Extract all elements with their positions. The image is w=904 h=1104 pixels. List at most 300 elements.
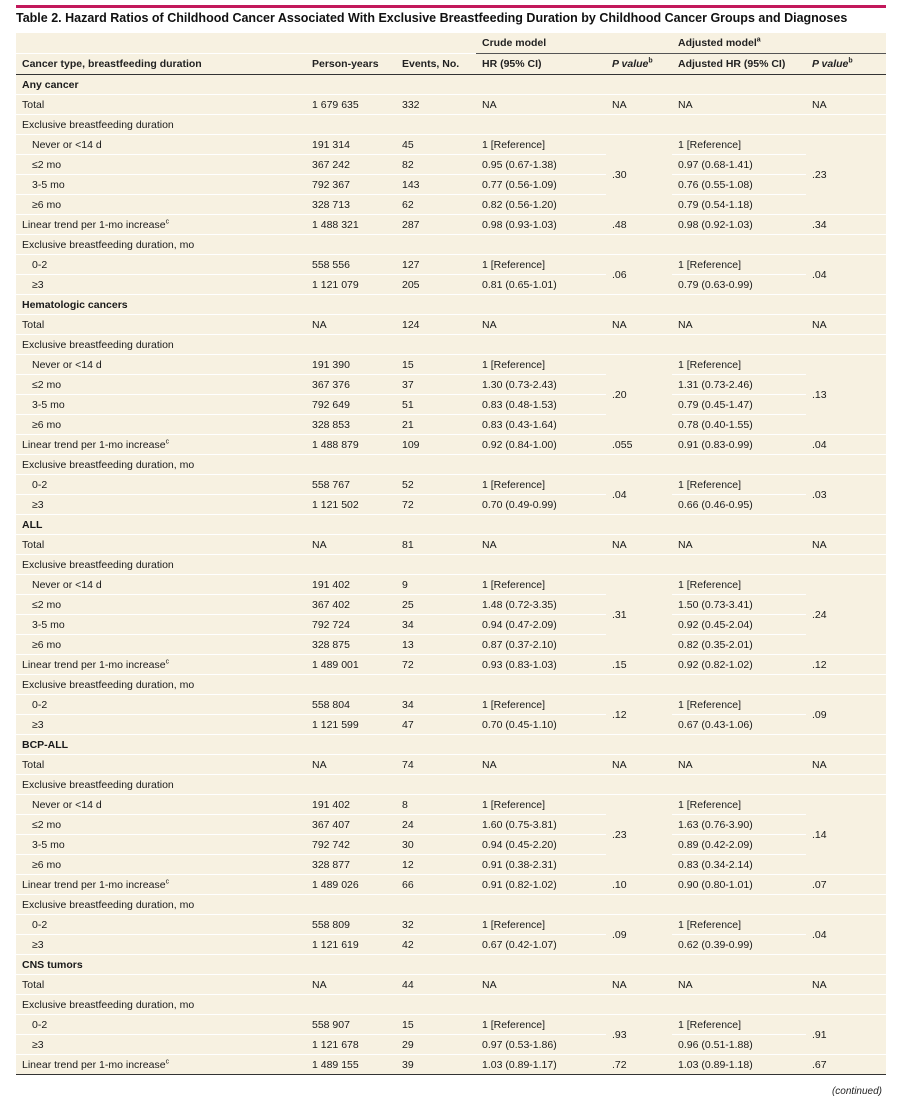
person-years-cell: 792 649 — [306, 395, 396, 415]
events-cell: 30 — [396, 835, 476, 855]
hr-cell: 0.83 (0.43-1.64) — [476, 415, 606, 435]
table-row — [16, 795, 886, 815]
hr-cell: 0.92 (0.84-1.00) — [476, 435, 606, 455]
hr-cell: 0.77 (0.56-1.09) — [476, 175, 606, 195]
events-cell: 124 — [396, 315, 476, 335]
hr-cell: 0.81 (0.65-1.01) — [476, 275, 606, 295]
col-header-p: P value$^b$ — [606, 54, 672, 75]
table-row — [16, 895, 886, 915]
row-label — [16, 215, 306, 235]
person-years-cell: 1 489 001 — [306, 655, 396, 675]
adj-hr-cell: NA — [672, 535, 806, 555]
events-cell: 32 — [396, 915, 476, 935]
events-cell: 81 — [396, 535, 476, 555]
table-row — [16, 915, 886, 935]
row-label — [16, 275, 306, 295]
adj-hr-cell: 0.98 (0.92-1.03) — [672, 215, 806, 235]
person-years-cell: 191 314 — [306, 135, 396, 155]
events-cell: 15 — [396, 1015, 476, 1035]
adj-hr-cell: NA — [672, 975, 806, 995]
row-label — [16, 95, 306, 115]
hr-cell: 1.30 (0.73-2.43) — [476, 375, 606, 395]
hr-cell: NA — [476, 975, 606, 995]
hr-cell: 0.94 (0.47-2.09) — [476, 615, 606, 635]
section-row — [16, 75, 886, 95]
events-cell: 62 — [396, 195, 476, 215]
person-years-cell: 367 376 — [306, 375, 396, 395]
row-label-text: Linear trend per 1-mo increase — [22, 218, 166, 231]
row-label: Exclusive breastfeeding duration — [16, 775, 886, 795]
person-years-cell: 1 489 026 — [306, 875, 396, 895]
adj-p-value-cell: .09 — [806, 695, 886, 735]
table-row — [16, 95, 886, 115]
events-cell: 52 — [396, 475, 476, 495]
table-row — [16, 275, 886, 295]
adj-hr-cell: NA — [672, 315, 806, 335]
hr-cell: 1 [Reference] — [476, 475, 606, 495]
person-years-cell: 367 407 — [306, 815, 396, 835]
adj-hr-cell: 1 [Reference] — [672, 575, 806, 595]
person-years-cell: 558 556 — [306, 255, 396, 275]
row-label-text: ≥6 mo — [32, 858, 62, 871]
table-row — [16, 375, 886, 395]
table-row — [16, 635, 886, 655]
col-header-hr: HR (95% CI) — [476, 54, 606, 75]
adj-hr-cell: 0.89 (0.42-2.09) — [672, 835, 806, 855]
table-row — [16, 975, 886, 995]
events-cell: 143 — [396, 175, 476, 195]
hr-cell: 0.70 (0.49-0.99) — [476, 495, 606, 515]
table-row — [16, 495, 886, 515]
person-years-cell: 558 809 — [306, 915, 396, 935]
row-label-text: Total — [22, 978, 45, 991]
table-row — [16, 215, 886, 235]
row-label: Exclusive breastfeeding duration, mo — [16, 235, 886, 255]
table-row — [16, 555, 886, 575]
hazard-ratio-table — [16, 33, 886, 1075]
row-label-text: ≥3 — [32, 278, 44, 291]
adjusted-model-header: Adjusted model$^a$ — [672, 33, 886, 54]
row-label-text: Never or <14 d — [32, 798, 102, 811]
table-row — [16, 835, 886, 855]
footnote-mark: c — [165, 1058, 170, 1065]
events-cell: 51 — [396, 395, 476, 415]
table-row — [16, 115, 886, 135]
hr-cell: 1 [Reference] — [476, 575, 606, 595]
person-years-cell: 1 121 678 — [306, 1035, 396, 1055]
row-label — [16, 815, 306, 835]
col-header-adj-p: P value$^b$ — [806, 54, 886, 75]
hr-cell: 1 [Reference] — [476, 695, 606, 715]
person-years-cell: NA — [306, 755, 396, 775]
row-label — [16, 875, 306, 895]
events-cell: 127 — [396, 255, 476, 275]
table-row — [16, 255, 886, 275]
events-cell: 24 — [396, 815, 476, 835]
person-years-cell: 328 713 — [306, 195, 396, 215]
col-header-events: Events, No. — [396, 54, 476, 75]
hr-cell: 0.91 (0.82-1.02) — [476, 875, 606, 895]
section-title: Any cancer — [16, 75, 886, 95]
row-label-text: Total — [22, 538, 45, 551]
row-label: Exclusive breastfeeding duration — [16, 115, 886, 135]
hr-cell: 0.67 (0.42-1.07) — [476, 935, 606, 955]
person-years-cell: 558 804 — [306, 695, 396, 715]
table-row — [16, 875, 886, 895]
p-value-cell: NA — [606, 95, 672, 115]
table-row — [16, 175, 886, 195]
adj-hr-cell: 1 [Reference] — [672, 135, 806, 155]
row-label — [16, 535, 306, 555]
person-years-cell: 558 767 — [306, 475, 396, 495]
row-label — [16, 355, 306, 375]
adj-hr-cell: 1.63 (0.76-3.90) — [672, 815, 806, 835]
p-value-cell: NA — [606, 755, 672, 775]
p-value-cell: .12 — [606, 695, 672, 735]
hr-cell: 0.87 (0.37-2.10) — [476, 635, 606, 655]
row-label-text: Never or <14 d — [32, 358, 102, 371]
row-label-text: ≥3 — [32, 1038, 44, 1051]
row-label — [16, 575, 306, 595]
table-title: Table 2. Hazard Ratios of Childhood Cancer Associated With Exclusive Breastfeeding Duration by Childhood Cancer Groups and Diagnoses — [16, 11, 848, 25]
table-row — [16, 415, 886, 435]
adj-p-value-cell: NA — [806, 535, 886, 555]
row-label — [16, 155, 306, 175]
adj-hr-cell: 0.97 (0.68-1.41) — [672, 155, 806, 175]
row-label-text: 0-2 — [32, 918, 48, 931]
row-label-text: ≤2 mo — [32, 598, 62, 611]
events-cell: 39 — [396, 1055, 476, 1075]
title-rule — [16, 5, 886, 8]
row-label — [16, 135, 306, 155]
row-label: Exclusive breastfeeding duration, mo — [16, 995, 886, 1015]
row-label-text: ≤2 mo — [32, 158, 62, 171]
p-value-cell: .04 — [606, 475, 672, 515]
p-value-cell: .23 — [606, 795, 672, 875]
section-title: ALL — [16, 515, 886, 535]
events-cell: 8 — [396, 795, 476, 815]
table-row — [16, 1015, 886, 1035]
table-row — [16, 235, 886, 255]
events-cell: 34 — [396, 695, 476, 715]
events-cell: 82 — [396, 155, 476, 175]
table-row — [16, 675, 886, 695]
adj-hr-cell: 1 [Reference] — [672, 475, 806, 495]
hr-cell: 1 [Reference] — [476, 1015, 606, 1035]
row-label-text: ≥6 mo — [32, 418, 62, 431]
adj-hr-cell: 0.78 (0.40-1.55) — [672, 415, 806, 435]
table-row — [16, 395, 886, 415]
adj-p-value-cell: .04 — [806, 435, 886, 455]
hr-cell: 1 [Reference] — [476, 135, 606, 155]
row-label — [16, 595, 306, 615]
section-row — [16, 735, 886, 755]
hr-cell: NA — [476, 535, 606, 555]
person-years-cell: 1 488 321 — [306, 215, 396, 235]
table-row — [16, 195, 886, 215]
table-row — [16, 435, 886, 455]
adj-hr-cell: 1 [Reference] — [672, 795, 806, 815]
table-row — [16, 695, 886, 715]
events-cell: 74 — [396, 755, 476, 775]
row-label — [16, 975, 306, 995]
p-value-cell: .055 — [606, 435, 672, 455]
adj-p-value-cell: .03 — [806, 475, 886, 515]
col-header-adj-hr: Adjusted HR (95% CI) — [672, 54, 806, 75]
person-years-cell: NA — [306, 535, 396, 555]
adj-p-value-cell: .12 — [806, 655, 886, 675]
events-cell: 287 — [396, 215, 476, 235]
events-cell: 205 — [396, 275, 476, 295]
col-header-type: Cancer type, breastfeeding duration — [16, 54, 306, 75]
person-years-cell: 191 402 — [306, 575, 396, 595]
adj-hr-cell: 1.03 (0.89-1.18) — [672, 1055, 806, 1075]
row-label — [16, 655, 306, 675]
table-row — [16, 575, 886, 595]
row-label-text: Total — [22, 758, 45, 771]
table-row — [16, 995, 886, 1015]
table-row — [16, 355, 886, 375]
row-label-text: Linear trend per 1-mo increase — [22, 878, 166, 891]
adj-p-value-cell: .91 — [806, 1015, 886, 1055]
adj-p-value-cell: NA — [806, 315, 886, 335]
person-years-cell: 558 907 — [306, 1015, 396, 1035]
events-cell: 13 — [396, 635, 476, 655]
row-label-text: ≥3 — [32, 718, 44, 731]
events-cell: 42 — [396, 935, 476, 955]
hr-cell: 0.93 (0.83-1.03) — [476, 655, 606, 675]
adj-hr-cell: 0.82 (0.35-2.01) — [672, 635, 806, 655]
row-label-text: 0-2 — [32, 478, 48, 491]
row-label — [16, 435, 306, 455]
row-label-text: 3-5 mo — [32, 178, 65, 191]
row-label-text: Never or <14 d — [32, 138, 102, 151]
table-row — [16, 655, 886, 675]
table-row — [16, 935, 886, 955]
row-label-text: Linear trend per 1-mo increase — [22, 1058, 166, 1071]
adj-hr-cell: 0.67 (0.43-1.06) — [672, 715, 806, 735]
row-label — [16, 635, 306, 655]
hr-cell: 1 [Reference] — [476, 255, 606, 275]
p-value-cell: .09 — [606, 915, 672, 955]
row-label-text: ≤2 mo — [32, 378, 62, 391]
p-value-cell: .93 — [606, 1015, 672, 1055]
row-label-text: ≤2 mo — [32, 818, 62, 831]
events-cell: 21 — [396, 415, 476, 435]
adj-hr-cell: 0.92 (0.45-2.04) — [672, 615, 806, 635]
row-label — [16, 795, 306, 815]
person-years-cell: 328 853 — [306, 415, 396, 435]
row-label — [16, 475, 306, 495]
row-label-text: 3-5 mo — [32, 838, 65, 851]
row-label — [16, 835, 306, 855]
person-years-cell: 367 402 — [306, 595, 396, 615]
row-label — [16, 1035, 306, 1055]
row-label — [16, 615, 306, 635]
adj-hr-cell: 0.62 (0.39-0.99) — [672, 935, 806, 955]
row-label — [16, 175, 306, 195]
person-years-cell: 1 121 619 — [306, 935, 396, 955]
adj-hr-cell: NA — [672, 755, 806, 775]
person-years-cell: NA — [306, 975, 396, 995]
events-cell: 29 — [396, 1035, 476, 1055]
row-label: Exclusive breastfeeding duration — [16, 335, 886, 355]
row-label-text: Total — [22, 318, 45, 331]
table-row — [16, 1035, 886, 1055]
row-label: Exclusive breastfeeding duration, mo — [16, 455, 886, 475]
row-label — [16, 495, 306, 515]
events-cell: 66 — [396, 875, 476, 895]
person-years-cell: 792 742 — [306, 835, 396, 855]
continued-note: (continued) — [831, 1086, 882, 1097]
row-label: Exclusive breastfeeding duration, mo — [16, 675, 886, 695]
row-label-text: 0-2 — [32, 1018, 48, 1031]
adj-p-value-cell: .04 — [806, 915, 886, 955]
row-label: Exclusive breastfeeding duration — [16, 555, 886, 575]
table-row — [16, 475, 886, 495]
row-label — [16, 755, 306, 775]
adj-p-value-cell: .07 — [806, 875, 886, 895]
events-cell: 15 — [396, 355, 476, 375]
header-row-groups — [16, 33, 886, 54]
events-cell: 332 — [396, 95, 476, 115]
person-years-cell: 1 489 155 — [306, 1055, 396, 1075]
row-label — [16, 1055, 306, 1075]
row-label-text: 0-2 — [32, 698, 48, 711]
table-row — [16, 755, 886, 775]
row-label — [16, 1015, 306, 1035]
footnote-mark: c — [165, 218, 170, 225]
events-cell: 45 — [396, 135, 476, 155]
adj-p-value-cell: .34 — [806, 215, 886, 235]
table-row — [16, 315, 886, 335]
row-label — [16, 715, 306, 735]
adj-hr-cell: 0.90 (0.80-1.01) — [672, 875, 806, 895]
hr-cell: 0.82 (0.56-1.20) — [476, 195, 606, 215]
section-title: Hematologic cancers — [16, 295, 886, 315]
row-label: Exclusive breastfeeding duration, mo — [16, 895, 886, 915]
p-value-cell: NA — [606, 975, 672, 995]
adj-hr-cell: 0.79 (0.45-1.47) — [672, 395, 806, 415]
p-value-cell: NA — [606, 535, 672, 555]
adj-hr-cell: NA — [672, 95, 806, 115]
adj-p-value-cell: .13 — [806, 355, 886, 435]
footnote-mark: c — [165, 878, 170, 885]
row-label — [16, 395, 306, 415]
events-cell: 72 — [396, 655, 476, 675]
header-row-columns — [16, 54, 886, 75]
p-value-cell: .72 — [606, 1055, 672, 1075]
person-years-cell: NA — [306, 315, 396, 335]
hr-cell: 0.94 (0.45-2.20) — [476, 835, 606, 855]
p-value-cell: .31 — [606, 575, 672, 655]
hr-cell: 1 [Reference] — [476, 355, 606, 375]
table-row — [16, 715, 886, 735]
events-cell: 37 — [396, 375, 476, 395]
adj-hr-cell: 0.91 (0.83-0.99) — [672, 435, 806, 455]
table-row — [16, 1055, 886, 1075]
person-years-cell: 191 402 — [306, 795, 396, 815]
hr-cell: 1 [Reference] — [476, 915, 606, 935]
person-years-cell: 1 121 079 — [306, 275, 396, 295]
p-value-cell: NA — [606, 315, 672, 335]
events-cell: 44 — [396, 975, 476, 995]
table-row — [16, 535, 886, 555]
hr-cell: NA — [476, 315, 606, 335]
adj-hr-cell: 1.50 (0.73-3.41) — [672, 595, 806, 615]
row-label-text: Linear trend per 1-mo increase — [22, 658, 166, 671]
row-label-text: Total — [22, 98, 45, 111]
adj-hr-cell: 0.66 (0.46-0.95) — [672, 495, 806, 515]
events-cell: 25 — [396, 595, 476, 615]
person-years-cell: 1 488 879 — [306, 435, 396, 455]
row-label — [16, 935, 306, 955]
hr-cell: 0.83 (0.48-1.53) — [476, 395, 606, 415]
row-label-text: ≥6 mo — [32, 198, 62, 211]
row-label — [16, 415, 306, 435]
p-value-cell: .30 — [606, 135, 672, 215]
row-label — [16, 695, 306, 715]
section-title: CNS tumors — [16, 955, 886, 975]
events-cell: 47 — [396, 715, 476, 735]
p-value-cell: .06 — [606, 255, 672, 295]
row-label-text: ≥3 — [32, 498, 44, 511]
adj-hr-cell: 0.92 (0.82-1.02) — [672, 655, 806, 675]
row-label — [16, 375, 306, 395]
adj-hr-cell: 1 [Reference] — [672, 1015, 806, 1035]
adj-hr-cell: 1.31 (0.73-2.46) — [672, 375, 806, 395]
row-label-text: ≥3 — [32, 938, 44, 951]
person-years-cell: 328 877 — [306, 855, 396, 875]
hr-cell: 1.03 (0.89-1.17) — [476, 1055, 606, 1075]
adj-p-value-cell: .23 — [806, 135, 886, 215]
table-row — [16, 615, 886, 635]
adj-p-value-cell: NA — [806, 975, 886, 995]
row-label-text: Never or <14 d — [32, 578, 102, 591]
crude-model-header: Crude model — [476, 33, 672, 54]
hr-cell: 1.60 (0.75-3.81) — [476, 815, 606, 835]
hr-cell: 0.97 (0.53-1.86) — [476, 1035, 606, 1055]
row-label — [16, 855, 306, 875]
row-label-text: ≥6 mo — [32, 638, 62, 651]
person-years-cell: 792 367 — [306, 175, 396, 195]
adj-hr-cell: 1 [Reference] — [672, 355, 806, 375]
events-cell: 72 — [396, 495, 476, 515]
hr-cell: 0.98 (0.93-1.03) — [476, 215, 606, 235]
adj-hr-cell: 0.96 (0.51-1.88) — [672, 1035, 806, 1055]
hr-cell: 0.70 (0.45-1.10) — [476, 715, 606, 735]
p-value-cell: .48 — [606, 215, 672, 235]
events-cell: 12 — [396, 855, 476, 875]
table-row — [16, 595, 886, 615]
adj-p-value-cell: NA — [806, 755, 886, 775]
person-years-cell: 1 121 502 — [306, 495, 396, 515]
person-years-cell: 1 679 635 — [306, 95, 396, 115]
adj-p-value-cell: .24 — [806, 575, 886, 655]
person-years-cell: 367 242 — [306, 155, 396, 175]
table-row — [16, 135, 886, 155]
section-title: BCP-ALL — [16, 735, 886, 755]
adj-hr-cell: 0.79 (0.54-1.18) — [672, 195, 806, 215]
hr-cell: 1 [Reference] — [476, 795, 606, 815]
adj-p-value-cell: .14 — [806, 795, 886, 875]
events-cell: 34 — [396, 615, 476, 635]
events-cell: 109 — [396, 435, 476, 455]
row-label-text: 0-2 — [32, 258, 48, 271]
adj-p-value-cell: .67 — [806, 1055, 886, 1075]
adj-hr-cell: 1 [Reference] — [672, 255, 806, 275]
adj-hr-cell: 1 [Reference] — [672, 695, 806, 715]
